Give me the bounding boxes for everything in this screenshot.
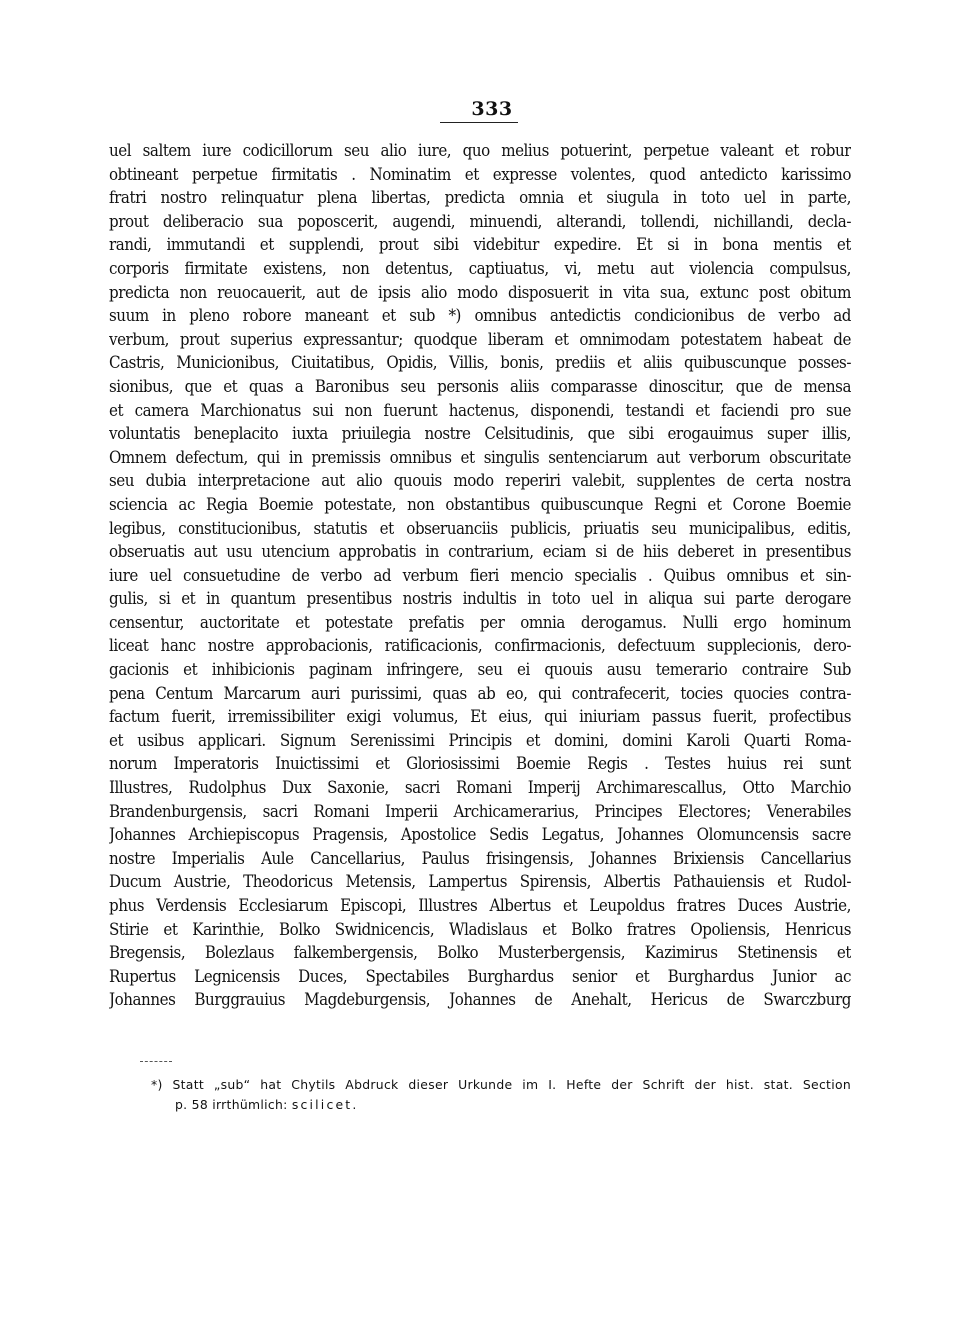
text-line: Rupertus Legnicensis Duces, Spectabiles Burghardus senior et Burghardus Junior ac [109,965,851,986]
text-line: iure uel consuetudine de verbo ad verbum fieri mencio specialis . Quibus omnibus et sin- [109,564,851,585]
text-line: corporis firmitate existens, non detentus, captiuatus, vi, metu aut violencia compulsus, [109,257,851,278]
text-line: et camera Marchionatus sui non fuerunt hactenus, disponendi, testandi et faciendi pro sue [109,399,851,420]
text-line: pena Centum Marcarum auri purissimi, quas ab eo, qui contrafecerit, tocies quocies contra- [109,682,851,703]
text-line: phus Verdensis Ecclesiarum Episcopi, Illustres Albertus et Leupoldus fratres Duces Austrie, [109,895,851,915]
text-line: censentur, auctoritate et potestate prefatis per omnia derogamus. Nulli ergo hominum [109,611,851,632]
text-line: obtineant perpetue firmitatis . Nominatim et expresse volentes, quod antedicto karissimo [109,163,851,184]
text-line: prout deliberacio sua poposcerit, augendi, minuendi, alterandi, tollendi, nichillandi, decla- [109,210,851,231]
text-line: obseruatis aut usu utencium approbatis in contrarium, eciam si de hiis deberet in presentibus [109,541,851,562]
text-line: Castris, Municionibus, Ciuitatibus, Opidis, Villis, bonis, prediis et aliis quibuscunque posses- [109,352,851,373]
text-line: sionibus, que et quas a Baronibus seu personis aliis comparasse dinoscitur, que de mensa [109,375,851,396]
text-line: sciencia ac Regia Boemie potestate, non obstantibus quibuscunque Regni et Corone Boemie [109,493,851,514]
text-line: verbum, prout superius expressantur; quodque liberam et omnimodam potestatem habeat de [109,328,851,349]
text-line: Brandenburgensis, sacri Romani Imperii Archicamerarius, Principes Electores; Venerabiles [109,800,851,821]
footnote-emphasis: scilicet. [291,1097,359,1112]
text-line: liceat hanc nostre approbacionis, ratificacionis, confirmacionis, defectuum supplecionis, dero- [109,635,851,656]
page-number-underline [440,122,518,123]
text-line: nostre Imperialis Aule Cancellarius, Paulus frisingensis, Johannes Brixiensis Cancellarius [109,847,851,868]
text-line: randi, immutandi et supplendi, prout sibi videbitur expedire. Et si in bona mentis et [109,234,851,255]
text-line: Johannes Archiepiscopus Pragensis, Apostolice Sedis Legatus, Johannes Olomuncensis sacre [109,824,851,845]
footnote-line-1: *) Statt „sub“ hat Chytils Abdruck dieser Urkunde im I. Hefte der Schrift der hist. stat. Section [151,1077,851,1092]
footnote-separator [140,1061,172,1062]
footnote [109,1075,851,1115]
text-line: uel saltem iure codicillorum seu alio iure, quo melius potuerint, perpetue valeant et robur [109,140,851,160]
text-line: voluntatis beneplacito iuxta priuilegia nostre Celsitudinis, que sibi erogauimus super illis, [109,423,851,444]
text-line: Ducum Austrie, Theodoricus Metensis, Lampertus Spirensis, Albertis Pathauiensis et Rudol- [109,871,851,892]
text-line: Bregensis, Bolezlaus falkembergensis, Bolko Musterbergensis, Kazimirus Stetinensis et [109,942,851,963]
text-line: factum fuerit, irremissibiliter exigi volumus, Et eius, qui iniuriam passus fuerit, profectibus [109,706,851,727]
text-line: fratri nostro relinquatur plena libertas, predicta omnia et siugula in toto uel in parte, [109,187,851,208]
text-line: gulis, si et in quantum presentibus nostris indultis in toto uel in aliqua sui parte derogare [109,588,851,609]
text-line: Illustres, Rudolphus Dux Saxonie, sacri Romani Imperij Archimarescallus, Otto Marchio [109,777,851,798]
page-number: 333 [471,98,513,120]
text-line: seu dubia interpretacione aut alio quouis modo reperiri valebit, supplentes de certa nostra [109,470,851,491]
text-line: Johannes Burggrauius Magdeburgensis, Johannes de Anehalt, Hericus de Swarczburg [109,989,851,1010]
text-line: et usibus applicari. Signum Serenissimi Principis et domini, domini Karoli Quarti Roma- [109,729,851,750]
text-line: norum Imperatoris Inuictissimi et Gloriosissimi Boemie Regis . Testes huius rei sunt [109,753,851,774]
text-line: legibus, constitucionibus, statutis et obseruanciis publicis, priuatis seu municipalibus, editis, [109,517,851,538]
text-line: Stirie et Karinthie, Bolko Swidnicencis, Wladislaus et Bolko fratres Opoliensis, Henricus [109,918,851,939]
text-line: predicta non reuocauerit, aut de ipsis alio modo disposuerit in vita sua, extunc post obitum [109,281,851,302]
text-line: gacionis et inhibicionis paginam infringere, seu ei quouis ausu temerario contraire Sub [109,659,851,680]
text-line: suum in pleno robore maneant et sub *) omnibus antedictis condicionibus de verbo ad [109,305,851,326]
body-text [109,139,851,1012]
footnote-line-2 [109,1095,851,1115]
footnote-line-2-prefix: p. 58 irrthümlich: [175,1097,292,1112]
text-line: Omnem defectum, qui in premissis omnibus et singulis sentenciarum aut verborum obscuritate [109,446,851,467]
